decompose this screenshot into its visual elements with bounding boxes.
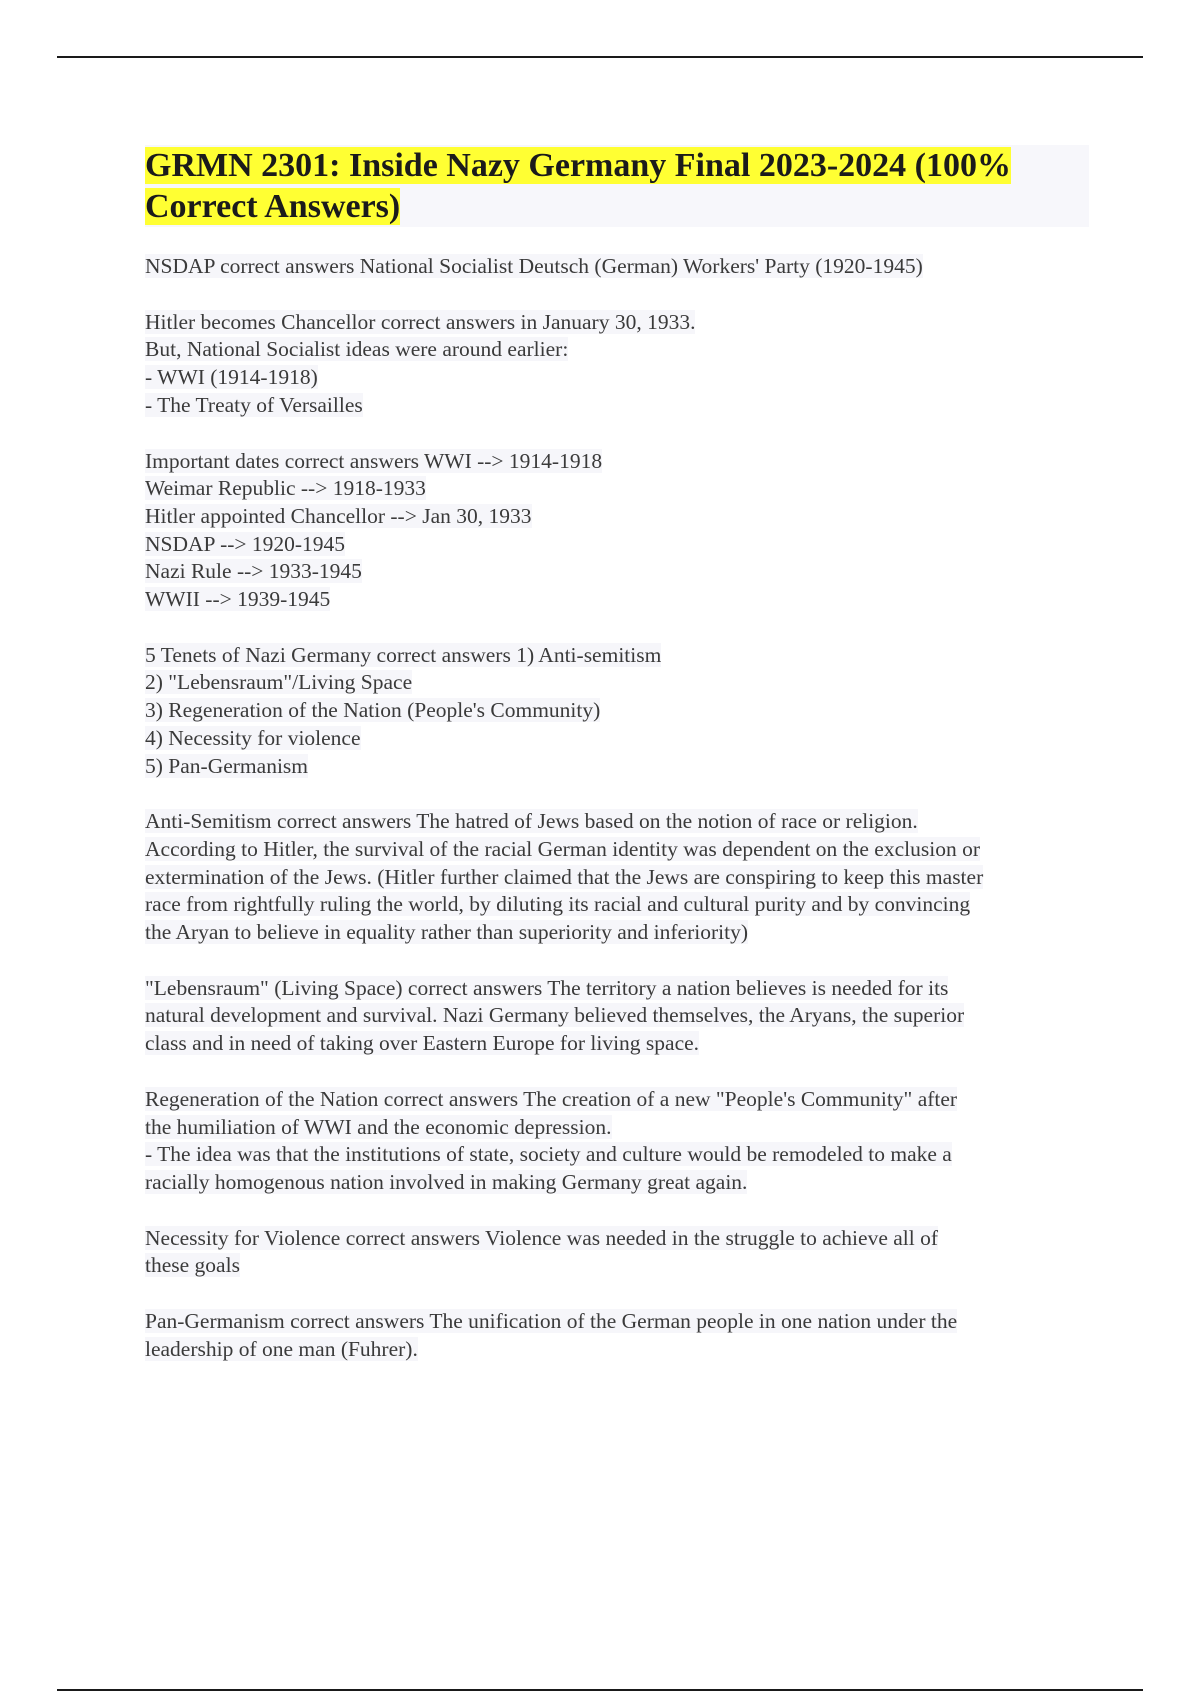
line-text: But, National Socialist ideas were around earlier: bbox=[145, 337, 569, 362]
qa-block bbox=[145, 448, 1095, 614]
text-line bbox=[145, 503, 1095, 531]
qa-block bbox=[145, 1308, 1095, 1363]
title-line-1: GRMN 2301: Inside Nazy Germany Final 2023-2024 (100% bbox=[145, 147, 1012, 184]
line-text: - WWI (1914-1918) bbox=[145, 365, 318, 390]
line-text: race from rightfully ruling the world, by diluting its racial and cultural purity and by convincing bbox=[145, 892, 971, 917]
text-line bbox=[145, 864, 1095, 892]
top-rule bbox=[57, 56, 1143, 58]
line-text: these goals bbox=[145, 1253, 240, 1278]
text-line bbox=[145, 919, 1095, 947]
text-line bbox=[145, 836, 1095, 864]
line-text: According to Hitler, the survival of the racial German identity was dependent on the exclusion or bbox=[145, 836, 980, 861]
text-line bbox=[145, 558, 1095, 586]
line-text: WWII --> 1939-1945 bbox=[145, 587, 331, 612]
text-line bbox=[145, 1114, 1095, 1142]
title-line-2: Correct Answers) bbox=[145, 188, 401, 225]
line-text: - The idea was that the institutions of state, society and culture would be remodeled to make a bbox=[145, 1142, 952, 1167]
line-text: class and in need of taking over Eastern Europe for living space. bbox=[145, 1031, 700, 1056]
qa-block bbox=[145, 975, 1095, 1058]
line-text: NSDAP correct answers National Socialist Deutsch (German) Workers' Party (1920-1945) bbox=[145, 254, 923, 278]
text-line bbox=[145, 392, 1095, 420]
line-text: the humiliation of WWI and the economic depression. bbox=[145, 1114, 612, 1139]
line-text: Hitler becomes Chancellor correct answers in January 30, 1933. bbox=[145, 309, 696, 334]
text-line bbox=[145, 753, 1095, 781]
line-text: Pan-Germanism correct answers The unification of the German people in one nation under the bbox=[145, 1309, 958, 1334]
document-title bbox=[145, 145, 1089, 227]
text-line bbox=[145, 309, 1095, 337]
text-line bbox=[145, 642, 1095, 670]
text-line bbox=[145, 697, 1095, 725]
line-text: extermination of the Jews. (Hitler further claimed that the Jews are conspiring to keep this master bbox=[145, 864, 984, 889]
qa-block bbox=[145, 808, 1095, 947]
line-text: 5 Tenets of Nazi Germany correct answers 1) Anti-semitism bbox=[145, 642, 662, 667]
text-line bbox=[145, 336, 1095, 364]
text-line bbox=[145, 891, 1095, 919]
line-text: Hitler appointed Chancellor --> Jan 30, 1933 bbox=[145, 503, 532, 528]
text-line bbox=[145, 1030, 1095, 1058]
line-text: 3) Regeneration of the Nation (People's Community) bbox=[145, 698, 601, 723]
qa-block bbox=[145, 1086, 1095, 1197]
text-line bbox=[145, 669, 1095, 697]
line-text: the Aryan to believe in equality rather than superiority and inferiority) bbox=[145, 920, 748, 945]
text-line bbox=[145, 1252, 1095, 1280]
line-text: Important dates correct answers WWI --> 1914-1918 bbox=[145, 448, 603, 473]
line-text: 2) "Lebensraum"/Living Space bbox=[145, 670, 413, 695]
line-text: leadership of one man (Fuhrer). bbox=[145, 1336, 418, 1361]
line-text: 4) Necessity for violence bbox=[145, 725, 361, 750]
text-line bbox=[145, 586, 1095, 614]
text-line bbox=[145, 531, 1095, 559]
text-line bbox=[145, 1336, 1095, 1364]
qa-block bbox=[145, 253, 1095, 281]
text-line bbox=[145, 448, 1095, 476]
line-text: NSDAP --> 1920-1945 bbox=[145, 531, 346, 556]
text-line bbox=[145, 725, 1095, 753]
line-text: "Lebensraum" (Living Space) correct answers The territory a nation believes is needed for its bbox=[145, 975, 949, 1000]
qa-block bbox=[145, 642, 1095, 781]
line-text: Anti-Semitism correct answers The hatred of Jews based on the notion of race or religion. bbox=[145, 809, 918, 834]
text-line bbox=[145, 1141, 1095, 1169]
text-line bbox=[145, 1086, 1095, 1114]
text-line bbox=[145, 1169, 1095, 1197]
text-line bbox=[145, 1225, 1095, 1253]
text-line bbox=[145, 1308, 1095, 1336]
bottom-rule bbox=[57, 1689, 1143, 1691]
qa-block bbox=[145, 309, 1095, 420]
line-text: natural development and survival. Nazi Germany believed themselves, the Aryans, the superior bbox=[145, 1003, 965, 1028]
text-line bbox=[145, 253, 1095, 281]
text-line bbox=[145, 1002, 1095, 1030]
text-line bbox=[145, 475, 1095, 503]
line-text: racially homogenous nation involved in making Germany great again. bbox=[145, 1169, 748, 1194]
line-text: Necessity for Violence correct answers Violence was needed in the struggle to achieve all of bbox=[145, 1225, 939, 1250]
text-line bbox=[145, 975, 1095, 1003]
line-text: Weimar Republic --> 1918-1933 bbox=[145, 476, 426, 501]
title-block bbox=[145, 145, 1089, 227]
qa-block bbox=[145, 1225, 1095, 1280]
line-text: Nazi Rule --> 1933-1945 bbox=[145, 559, 362, 584]
document-body bbox=[145, 145, 1095, 1392]
line-text: 5) Pan-Germanism bbox=[145, 753, 309, 778]
text-line bbox=[145, 808, 1095, 836]
line-text: - The Treaty of Versailles bbox=[145, 392, 363, 417]
qa-list bbox=[145, 253, 1095, 1364]
text-line bbox=[145, 364, 1095, 392]
line-text: Regeneration of the Nation correct answers The creation of a new "People's Community" after bbox=[145, 1086, 958, 1111]
